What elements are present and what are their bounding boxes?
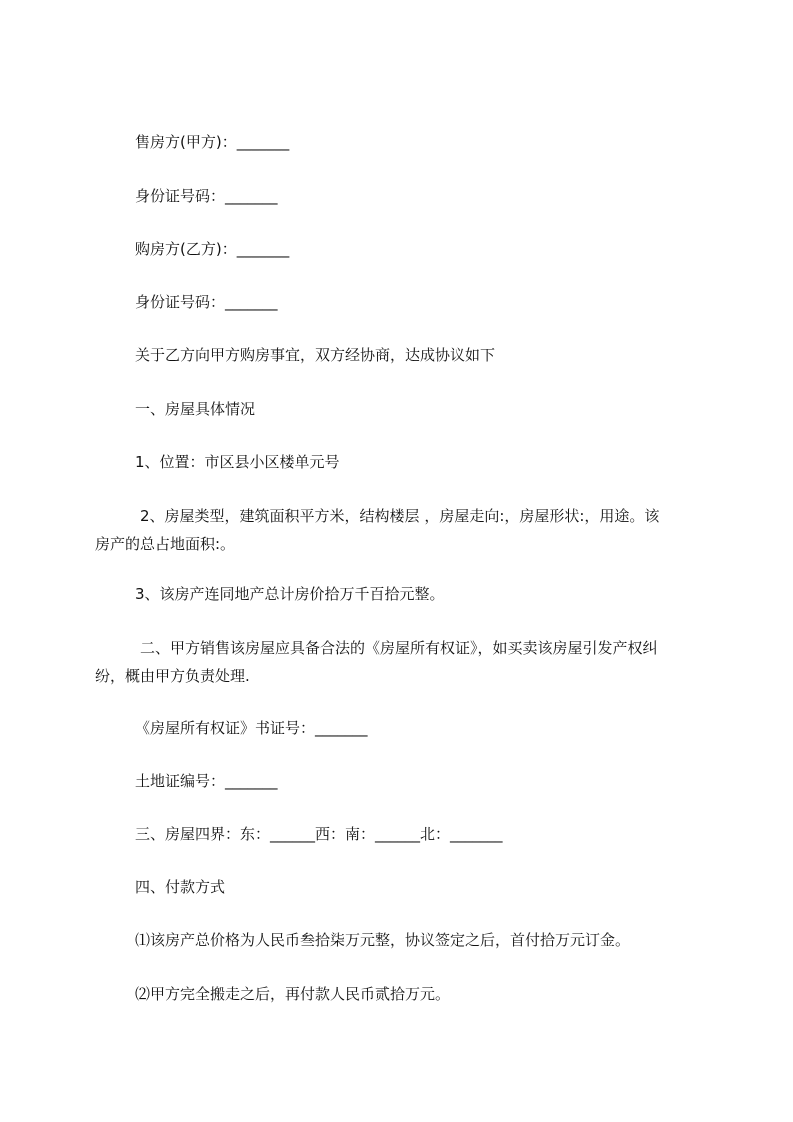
payment-item-2: ⑵甲方完全搬走之后，再付款人民币贰拾万元。 [135, 985, 451, 1003]
seller-line: 售房方(甲方)：_______ [135, 133, 290, 151]
section-one-heading: 一、房屋具体情况 [135, 400, 256, 418]
property-type-paragraph: 2、房屋类型，建筑面积平方米，结构楼层 ，房屋走向:，房屋形状:，用途。该房产的总占地面积:。 [95, 507, 660, 553]
house-certificate-line: 《房屋所有权证》书证号：_______ [135, 719, 368, 737]
buyer-id-line: 身份证号码：_______ [135, 293, 278, 311]
agreement-intro: 关于乙方向甲方购房事宜，双方经协商，达成协议如下 [135, 346, 496, 364]
land-certificate-line: 土地证编号：_______ [135, 772, 278, 790]
payment-item-1: ⑴该房产总价格为人民币叁拾柒万元整，协议签定之后，首付拾万元订金。 [135, 931, 631, 949]
location-line: 1、位置：市区县小区楼单元号 [135, 453, 340, 471]
total-price-line: 3、该房产连同地产总计房价拾万千百拾元整。 [135, 585, 445, 603]
section-four-heading: 四、付款方式 [135, 878, 226, 896]
boundaries-line: 三、房屋四界：东：______西：南：______北：_______ [135, 825, 503, 843]
seller-id-line: 身份证号码：_______ [135, 187, 278, 205]
section-two-paragraph: 二、甲方销售该房屋应具备合法的《房屋所有权证》，如买卖该房屋引发产权纠纷，概由甲方负责处理. [95, 639, 658, 685]
buyer-line: 购房方(乙方)：_______ [135, 240, 290, 258]
